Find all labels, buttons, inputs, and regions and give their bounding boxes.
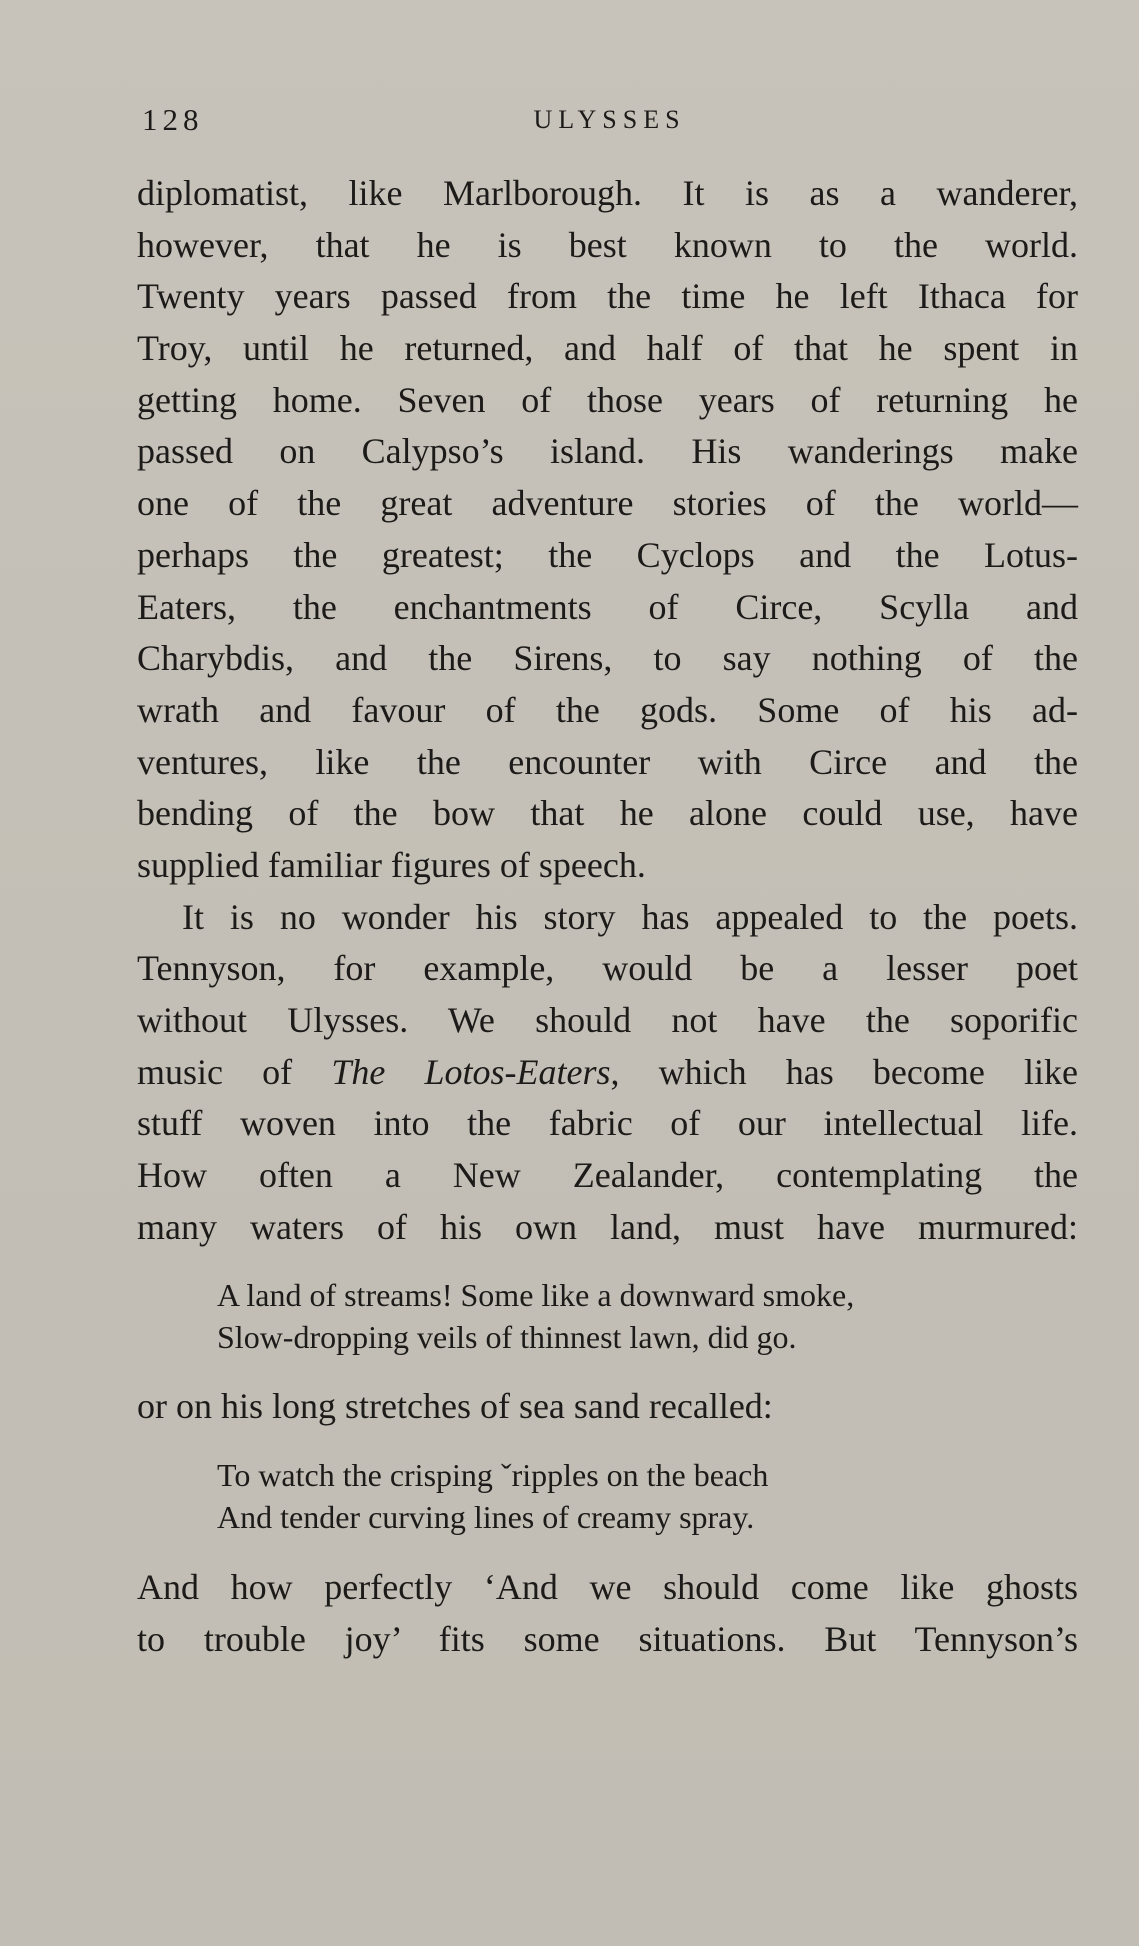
- text-line: to trouble joy’ fits some situations. But Tennyson’s: [137, 1618, 1078, 1659]
- paragraph-3: [137, 1562, 1078, 1665]
- verse-line: Slow-dropping veils of thinnest lawn, did go.: [217, 1319, 797, 1356]
- text-line: bending of the bow that he alone could use, have: [137, 793, 1078, 834]
- text-line: It is no wonder his story has appealed to the poets.: [182, 896, 1078, 937]
- text-line: getting home. Seven of those years of returning he: [137, 379, 1078, 420]
- verse-line: And tender curving lines of creamy spray.: [217, 1499, 755, 1536]
- page-header: [142, 100, 1077, 140]
- text-line: stuff woven into the fabric of our intellectual life.: [137, 1103, 1078, 1144]
- verse-line: To watch the crisping ˇripples on the beach: [217, 1457, 769, 1494]
- text-line: Eaters, the enchantments of Circe, Scylla and: [137, 586, 1078, 627]
- text-line: one of the great adventure stories of the world—: [137, 483, 1078, 524]
- text-line: without Ulysses. We should not have the soporific: [137, 1000, 1078, 1040]
- body-text: [137, 168, 1078, 1666]
- verse-quote-2: [217, 1454, 1078, 1538]
- text-line: Twenty years passed from the time he left Ithaca for: [137, 276, 1078, 317]
- text-line: wrath and favour of the gods. Some of his ad-: [137, 689, 1078, 730]
- text-line: How often a New Zealander, contemplating the: [137, 1155, 1078, 1196]
- text-fragment: music of: [137, 1051, 332, 1092]
- text-line: supplied familiar figures of speech.: [137, 844, 646, 885]
- paragraph-2: [137, 892, 1078, 1254]
- text-line: however, that he is best known to the world.: [137, 224, 1078, 265]
- text-line: Tennyson, for example, would be a lesser poet: [137, 948, 1078, 989]
- text-line: diplomatist, like Marlborough. It is as a wanderer,: [137, 173, 1078, 213]
- verse-line: A land of streams! Some like a downward smoke,: [217, 1277, 855, 1314]
- page-number: 128: [142, 102, 204, 137]
- text-fragment: , which has become like: [610, 1051, 1079, 1092]
- text-line: perhaps the greatest; the Cyclops and the Lotus-: [137, 534, 1078, 575]
- paragraph-1: [137, 168, 1078, 892]
- text-line: [137, 1047, 1078, 1099]
- text-line: And how perfectly ‘And we should come like ghosts: [137, 1567, 1078, 1608]
- text-line: or on his long stretches of sea sand recalled:: [137, 1386, 773, 1427]
- running-title: ULYSSES: [533, 105, 686, 134]
- text-line: many waters of his own land, must have murmured:: [137, 1206, 1078, 1247]
- verse-quote-1: [217, 1274, 1078, 1358]
- poem-title: The Lotos-Eaters: [331, 1051, 611, 1092]
- text-line: ventures, like the encounter with Circe and the: [137, 741, 1078, 782]
- text-line: Charybdis, and the Sirens, to say nothing of the: [137, 638, 1078, 679]
- text-line: passed on Calypso’s island. His wanderings make: [137, 431, 1078, 472]
- text-line: Troy, until he returned, and half of that he spent in: [137, 328, 1078, 369]
